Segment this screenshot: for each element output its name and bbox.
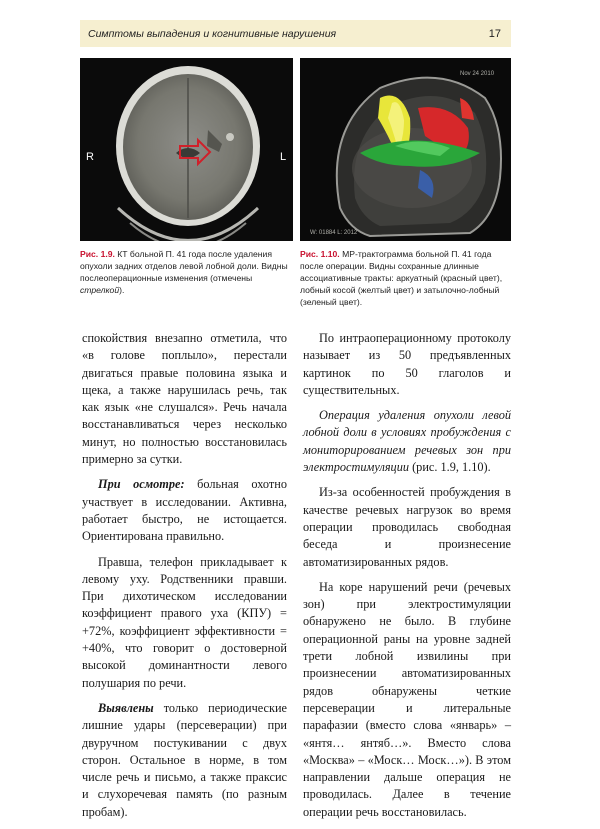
right-marker: R	[86, 151, 94, 163]
scan-date: Nov 24 2010	[460, 71, 495, 77]
caption-label: Рис. 1.10.	[300, 249, 340, 259]
caption-text: КТ больной П. 41 года после удаления опухоли задних отделов левой лобной доли. Видны послеоперационные изменения (отмечены	[80, 249, 288, 283]
emphasis: Операция удаления опухоли левой лобной доли в условиях пробуждения с мониторированием речевых зон при электростимуляции	[303, 408, 511, 475]
page-header	[80, 20, 511, 47]
figure-1-10-caption	[300, 248, 511, 308]
paragraph	[303, 407, 511, 476]
left-text-column	[82, 330, 287, 829]
caption-text: МР-трактограмма больной П. 41 года после операции. Видны сохранные длинные ассоциативные тракты: аркуатный (красный цвет), лобный косой (желтый цвет) и затылочно-лобный (зеленый цвет).	[300, 249, 503, 307]
paragraph-text: (рис. 1.9, 1.10).	[409, 460, 491, 475]
caption-label: Рис. 1.9.	[80, 249, 115, 259]
paragraph	[82, 700, 287, 821]
caption-end: ).	[119, 285, 125, 295]
mr-tractography-image	[300, 58, 511, 241]
tractography-drawing	[300, 58, 511, 241]
caption-italic: стрелкой	[80, 285, 120, 295]
running-title: Симптомы выпадения и когнитивные нарушения	[88, 27, 337, 40]
paragraph-text: больная охотно участвует в исследовании. Активна, работает быстро, не истощается. Ориентирована правильно.	[82, 477, 287, 544]
figure-1-9-caption	[80, 248, 293, 296]
window-level: W: 01884 L: 2012	[310, 230, 358, 236]
paragraph: Правша, телефон прикладывает к левому уху. Родственники правши. При дихотическом исследовании коэффициент правого уха (КПУ) = +72%, коэффициент эффективности = +40%, что говорит о достоверной высокой доминантности левого полушария по речи.	[82, 554, 287, 690]
paragraph: спокойствия внезапно отметила, что «в голове поплыло», перестали двигаться правые половина языка и щека, а также нарушилась речь, так как язык «не слушался». Речь начала восстанавливаться через несколько минут, но полностью восстановилась примерно за сутки.	[82, 331, 287, 467]
paragraph: На коре нарушений речи (речевых зон) при электростимуляции обнаружено не было. В глубине операционной раны на уровне задней трети лобной извилины при произнесении автоматизированных рядов обнаружены четкие персеверации и литеральные парафазии (вместо слова «январь» – «янтя… янтяб…». Вместо слова «Москва» – «Моск… Моск…»). В этом направлении дальше операция не проводилась. Далее в течение операции речь восстановилась.	[303, 579, 511, 819]
ct-scan-drawing	[80, 58, 293, 241]
paragraph: По интраоперационному протоколу называет из 50 предъявленных картинок по 50 глаголов и существительных.	[303, 331, 511, 397]
paragraph: Из-за особенностей пробуждения в качестве речевых нагрузок во время операции проводилась свободная беседа и произнесение автоматизированных рядов.	[303, 485, 511, 569]
right-text-column	[303, 330, 511, 829]
paragraph	[82, 476, 287, 545]
page-number: 17	[488, 27, 501, 40]
emphasis: При осмотре:	[98, 477, 185, 492]
ct-scan-image	[80, 58, 293, 241]
left-marker: L	[280, 151, 287, 163]
paragraph-text: только периодические лишние удары (персеверации) при двуручном постукивании с двух сторон. Остальное в норме, в том числе речь и письмо, а также праксис и слухоречевая память (по разным пробам).	[82, 700, 287, 819]
emphasis: Выявлены	[98, 700, 154, 715]
